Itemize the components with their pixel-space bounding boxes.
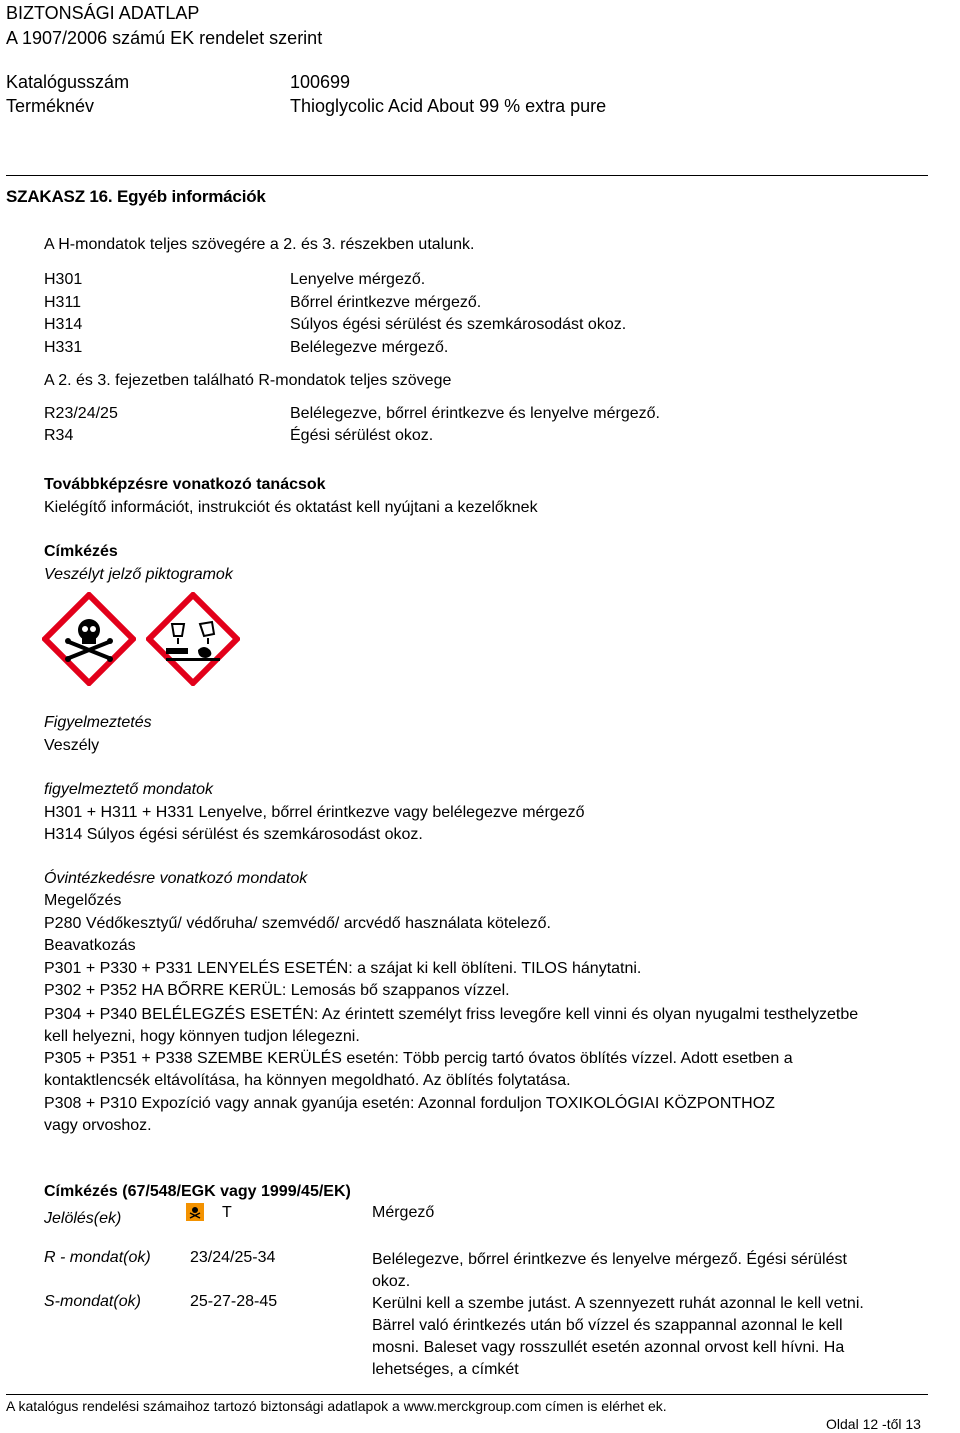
toxic-symbol-icon — [186, 1203, 204, 1221]
p302-text: P302 + P352 HA BŐRRE KERÜL: Lemosás bő szappanos vízzel. — [44, 982, 510, 999]
signal-word-label: Figyelmeztetés — [44, 714, 152, 731]
h-intro: A H-mondatok teljes szövegére a 2. és 3. részekben utalunk. — [44, 236, 475, 253]
h-code: H311 — [44, 294, 82, 311]
prevention-label: Megelőzés — [44, 892, 122, 909]
product-label: Terméknév — [6, 96, 95, 116]
h-code: H331 — [44, 339, 83, 356]
h-text: Lenyelve mérgező. — [290, 271, 426, 288]
skull-crossbones-icon — [42, 592, 136, 686]
p305-text: P305 + P351 + P338 SZEMBE KERÜLÉS esetén: Több percig tartó óvatos öblítés vízzel. Adott esetben a kontaktlencsék eltávolítása, ha könnyen megoldható. Az öblítés folytatása. — [44, 1050, 793, 1089]
signal-word: Veszély — [44, 737, 100, 754]
r-intro: A 2. és 3. fejezetben található R-mondatok teljes szövege — [44, 372, 452, 389]
h-text: Belélegezve mérgező. — [290, 339, 449, 356]
eu-labelling-title: Címkézés (67/548/EGK vagy 1999/45/EK) — [44, 1183, 351, 1200]
p308-text: P308 + P310 Expozíció vagy annak gyanúja esetén: Azonnal forduljon TOXIKOLÓGIAI KÖZPONTHOZ vagy orvoshoz. — [44, 1095, 775, 1134]
h-text: Bőrrel érintkezve mérgező. — [290, 294, 482, 311]
r-phrase-text: Belélegezve, bőrrel érintkezve és lenyelve mérgező. Égési sérülést okoz. — [372, 1251, 847, 1290]
designation-symbol: T — [222, 1204, 232, 1221]
precaution-label: Óvintézkedésre vonatkozó mondatok — [44, 870, 308, 887]
s-phrase-value: 25-27-28-45 — [190, 1293, 278, 1310]
designation-label: Jelölés(ek) — [44, 1210, 122, 1227]
s-phrase-label: S-mondat(ok) — [44, 1293, 141, 1310]
training-title: Továbbképzésre vonatkozó tanácsok — [44, 476, 326, 493]
p280-text: P280 Védőkesztyű/ védőruha/ szemvédő/ arcvédő használata kötelező. — [44, 915, 551, 932]
labelling-title: Címkézés — [44, 543, 118, 560]
hazard-line: H314 Súlyos égési sérülést és szemkárosodást okoz. — [44, 826, 423, 843]
s-phrase-text: Kerülni kell a szembe jutást. A szennyezett ruhát azonnal le kell vetni. Bärrel való érintkezés után bő vízzel és szappannal azonnal le kell mosni. Baleset vagy rosszullét esetén azonnal orvost kell hívni. Ha lehetséges, a címkét — [372, 1295, 864, 1378]
corrosion-icon — [146, 592, 240, 686]
r-phrase-value: 23/24/25-34 — [190, 1249, 276, 1266]
footer-rule — [6, 1394, 928, 1395]
catalog-value: 100699 — [290, 72, 351, 92]
h-code: H301 — [44, 271, 83, 288]
r-phrase-label: R - mondat(ok) — [44, 1249, 151, 1266]
r-code: R23/24/25 — [44, 405, 118, 422]
hazard-label: figyelmeztető mondatok — [44, 781, 213, 798]
h-text: Súlyos égési sérülést és szemkárosodást okoz. — [290, 316, 627, 333]
section-title: SZAKASZ 16. Egyéb információk — [6, 187, 266, 206]
catalog-label: Katalógusszám — [6, 72, 130, 92]
product-value: Thioglycolic Acid About 99 % extra pure — [290, 96, 607, 116]
training-text: Kielégítő információt, instrukciót és oktatást kell nyújtani a kezelőknek — [44, 499, 538, 516]
h-code: H314 — [44, 316, 83, 333]
r-text: Égési sérülést okoz. — [290, 427, 434, 444]
p301-text: P301 + P330 + P331 LENYELÉS ESETÉN: a szájat ki kell öblíteni. TILOS hánytatni. — [44, 960, 642, 977]
document-title: BIZTONSÁGI ADATLAP — [6, 3, 200, 23]
document-regulation: A 1907/2006 számú EK rendelet szerint — [6, 28, 323, 48]
r-code: R34 — [44, 427, 74, 444]
response-label: Beavatkozás — [44, 937, 136, 954]
p304-text: P304 + P340 BELÉLEGZÉS ESETÉN: Az érintett személyt friss levegőre kell vinni és olyan nyugalmi testhelyzetbe kell helyezni, hogy könnyen tudjon lélegezni. — [44, 1006, 859, 1045]
pictograms-label: Veszélyt jelző piktogramok — [44, 566, 233, 583]
section-top-rule — [6, 175, 928, 176]
designation-text: Mérgező — [372, 1204, 435, 1221]
hazard-line: H301 + H311 + H331 Lenyelve, bőrrel érintkezve vagy belélegezve mérgező — [44, 804, 585, 821]
page-number: Oldal 12 -től 13 — [826, 1416, 921, 1432]
footer-note: A katalógus rendelési számaihoz tartozó biztonsági adatlapok a www.merckgroup.com címen is elérhet ek. — [6, 1398, 667, 1414]
r-text: Belélegezve, bőrrel érintkezve és lenyelve mérgező. — [290, 405, 660, 422]
